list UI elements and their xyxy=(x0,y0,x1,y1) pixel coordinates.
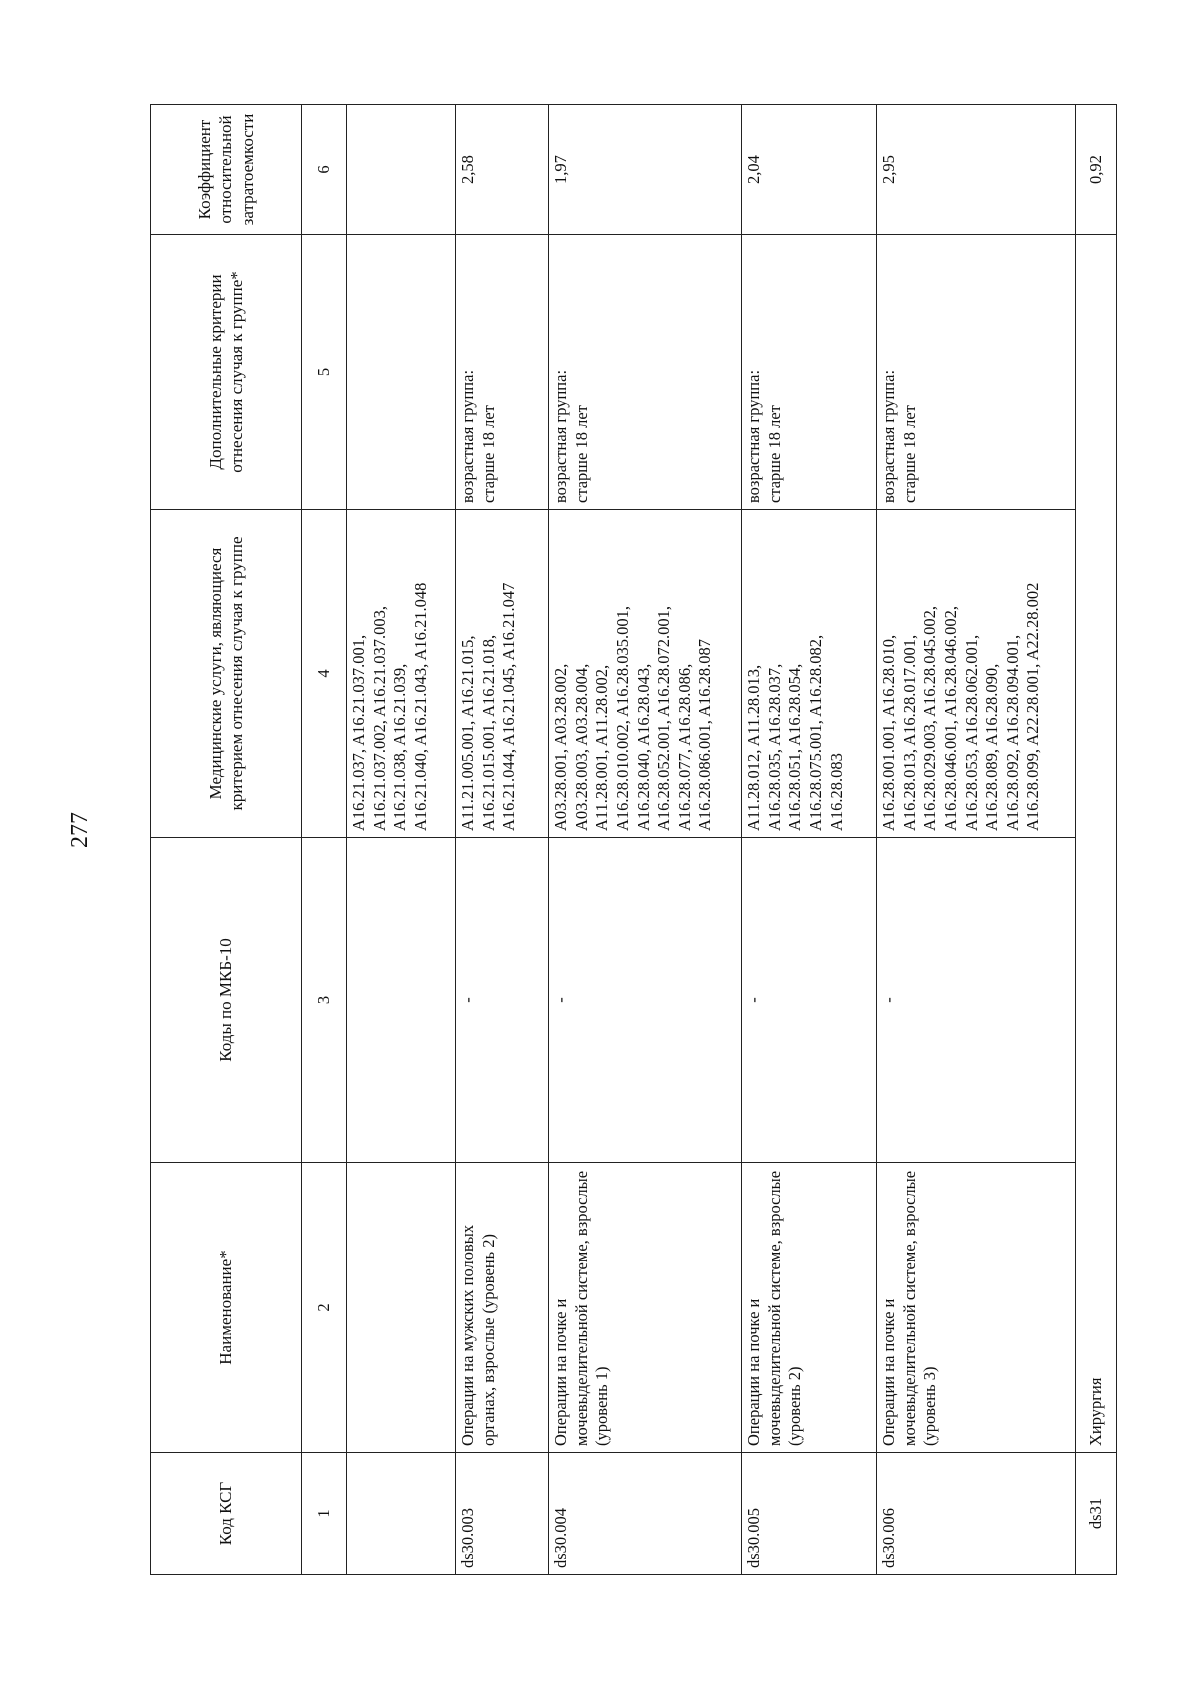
services-cell: A16.28.001.001, A16.28.010, A16.28.013, A16.28.017.001, A16.28.029.003, A16.28.045.002, A16.28.046.001, A16.28.046.002, A16.28.053, A16.28.062.001, A16.28.089, A16.28.090, A16.28.092, A16.28.094.001, A16.28.099, A22.28.001, A22.28.002 xyxy=(877,510,1076,838)
header-mkb-codes: Коды по МКБ-10 xyxy=(151,838,302,1163)
name-cell: Операции на почке и мочевыделительной системе, взрослые (уровень 1) xyxy=(549,1163,742,1453)
page-number: 277 xyxy=(66,812,93,848)
mkb-cell xyxy=(347,838,456,1163)
criteria-cell: возрастная группа: старше 18 лет xyxy=(877,235,1076,510)
rotated-table-container xyxy=(150,105,1105,1575)
coefficient-cell: 2,58 xyxy=(456,105,549,235)
column-number: 6 xyxy=(302,105,347,235)
column-number: 5 xyxy=(302,235,347,510)
table-row xyxy=(347,105,456,1575)
name-cell: Операции на почке и мочевыделительной системе, взрослые (уровень 3) xyxy=(877,1163,1076,1453)
table-row xyxy=(877,105,1076,1575)
table-row-group-header xyxy=(1076,105,1117,1575)
coefficient-cell: 1,97 xyxy=(549,105,742,235)
name-cell: Операции на мужских половых органах, взрослые (уровень 2) xyxy=(456,1163,549,1453)
criteria-cell: возрастная группа: старше 18 лет xyxy=(456,235,549,510)
mkb-cell: - xyxy=(549,838,742,1163)
services-cell: A11.28.012, A11.28.013, A16.28.035, A16.28.037, A16.28.051, A16.28.054, A16.28.075.001, A16.28.082, A16.28.083 xyxy=(742,510,877,838)
criteria-cell: возрастная группа: старше 18 лет xyxy=(549,235,742,510)
column-number: 4 xyxy=(302,510,347,838)
header-additional-criteria: Дополнительные критерии отнесения случая к группе* xyxy=(151,235,302,510)
column-number-row xyxy=(302,105,347,1575)
ksg-code-cell: ds31 xyxy=(1076,1453,1117,1575)
group-name-cell: Хирургия xyxy=(1076,1163,1117,1453)
column-number: 3 xyxy=(302,838,347,1163)
header-ksg-code: Код КСГ xyxy=(151,1453,302,1575)
table-row xyxy=(742,105,877,1575)
mkb-cell: - xyxy=(456,838,549,1163)
column-number: 2 xyxy=(302,1163,347,1453)
header-medical-services: Медицинские услуги, являющиеся критерием отнесения случая к группе xyxy=(151,510,302,838)
empty-cell xyxy=(1076,235,1117,510)
ksg-code-cell xyxy=(347,1453,456,1575)
coefficient-cell: 2,04 xyxy=(742,105,877,235)
ksg-table xyxy=(150,104,1117,1575)
header-coefficient: Коэффициент относительной затратоемкости xyxy=(151,105,302,235)
mkb-cell: - xyxy=(877,838,1076,1163)
name-cell: Операции на почке и мочевыделительной системе, взрослые (уровень 2) xyxy=(742,1163,877,1453)
ksg-code-cell: ds30.003 xyxy=(456,1453,549,1575)
services-cell: A03.28.001, A03.28.002, A03.28.003, A03.28.004, A11.28.001, A11.28.002, A16.28.010.002, A16.28.035.001, A16.28.040, A16.28.043, A16.28.052.001, A16.28.072.001, A16.28.077, A16.28.086, A16.28.086.001, A16.28.087 xyxy=(549,510,742,838)
empty-cell xyxy=(1076,838,1117,1163)
ksg-code-cell: ds30.005 xyxy=(742,1453,877,1575)
coefficient-cell xyxy=(347,105,456,235)
table-row xyxy=(456,105,549,1575)
services-cell: A16.21.037, A16.21.037.001, A16.21.037.002, A16.21.037.003, A16.21.038, A16.21.039, A16.21.040, A16.21.043, A16.21.048 xyxy=(347,510,456,838)
criteria-cell xyxy=(347,235,456,510)
ksg-code-cell: ds30.006 xyxy=(877,1453,1076,1575)
mkb-cell: - xyxy=(742,838,877,1163)
header-name: Наименование* xyxy=(151,1163,302,1453)
ksg-code-cell: ds30.004 xyxy=(549,1453,742,1575)
coefficient-cell: 0,92 xyxy=(1076,105,1117,235)
services-cell: A11.21.005.001, A16.21.015, A16.21.015.001, A16.21.018, A16.21.044, A16.21.045, A16.21.047 xyxy=(456,510,549,838)
empty-cell xyxy=(1076,510,1117,838)
table-header-row xyxy=(151,105,302,1575)
table-row xyxy=(549,105,742,1575)
column-number: 1 xyxy=(302,1453,347,1575)
name-cell xyxy=(347,1163,456,1453)
coefficient-cell: 2,95 xyxy=(877,105,1076,235)
criteria-cell: возрастная группа: старше 18 лет xyxy=(742,235,877,510)
